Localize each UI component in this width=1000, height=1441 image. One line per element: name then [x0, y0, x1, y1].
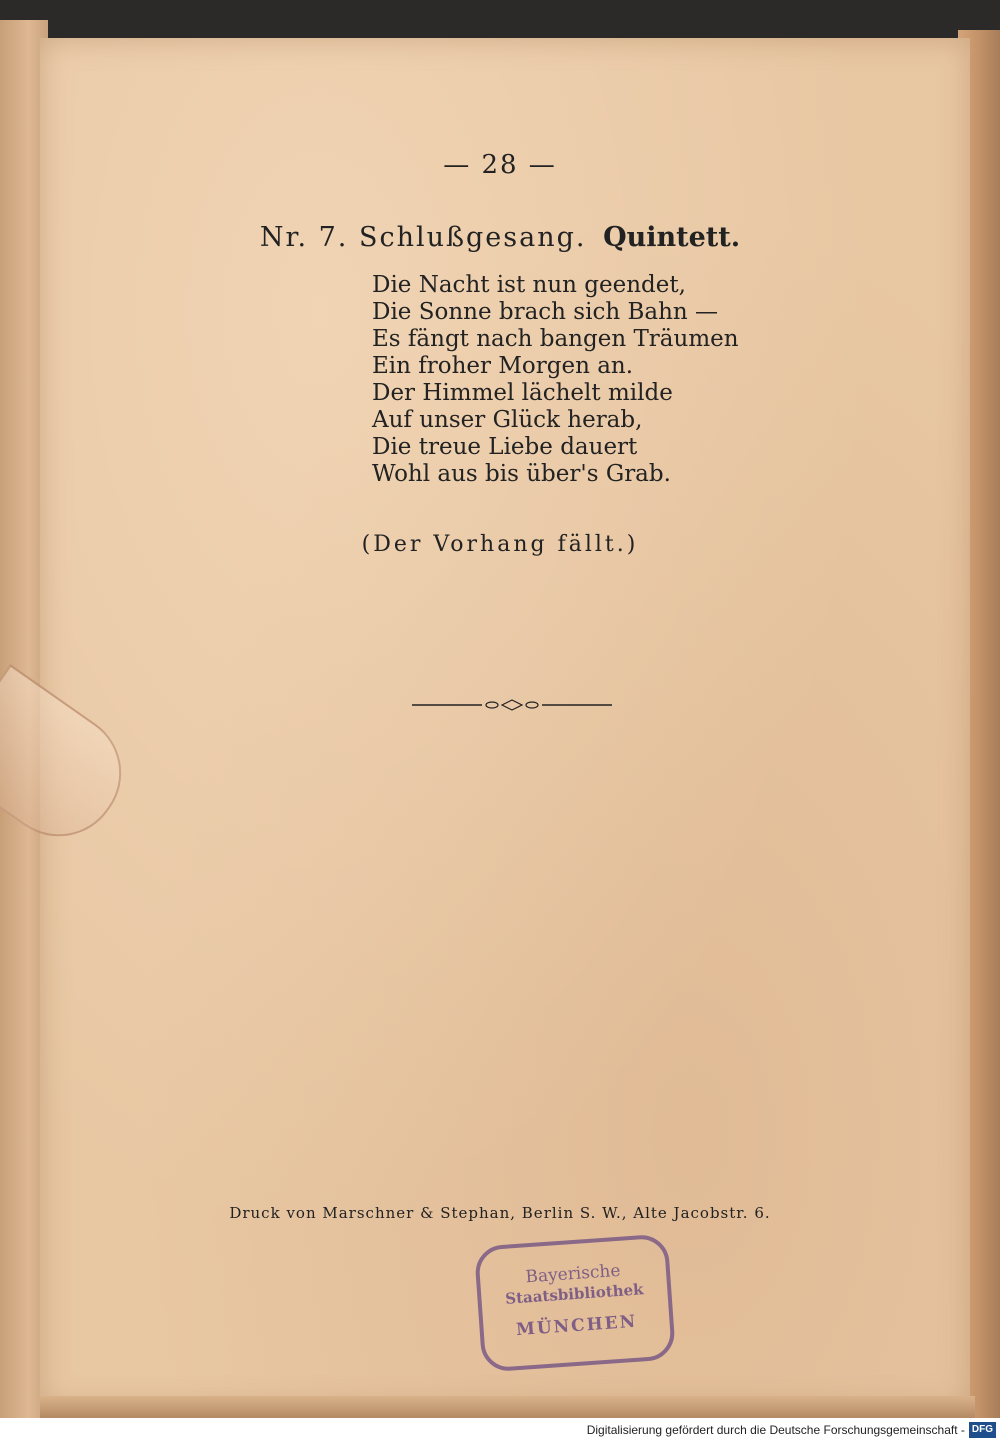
- footer-credit: Digitalisierung gefördert durch die Deutsche Forschungsgemeinschaft -: [586, 1422, 965, 1437]
- stamp-line-1: Bayerische: [524, 1260, 622, 1288]
- dfg-logo-icon: DFG: [969, 1422, 996, 1438]
- printer-imprint: Druck von Marschner & Stephan, Berlin S. W., Alte Jacobstr. 6.: [229, 1204, 771, 1222]
- verse-line: Es fängt nach bangen Träumen: [372, 326, 739, 352]
- digitization-footer: [0, 1418, 1000, 1440]
- verse-line: Die Nacht ist nun geendet,: [372, 272, 686, 298]
- heading-bold: Quintett.: [603, 222, 741, 253]
- verse-line: Der Himmel lächelt milde: [372, 380, 673, 406]
- heading-prefix: Nr. 7. Schlußgesang.: [259, 222, 587, 253]
- verse-line: Die Sonne brach sich Bahn —: [372, 299, 719, 325]
- verse-block: [372, 272, 792, 488]
- verse-line: Ein froher Morgen an.: [372, 353, 634, 379]
- ornament-divider: [412, 696, 612, 714]
- stage-direction: (Der Vorhang fällt.): [361, 532, 639, 557]
- stamp-line-2: Staatsbibliothek: [504, 1280, 645, 1308]
- verse-line: Auf unser Glück herab,: [372, 407, 643, 433]
- section-heading: [0, 222, 1000, 253]
- library-stamp: [474, 1233, 676, 1372]
- stamp-line-3: MÜNCHEN: [515, 1311, 638, 1341]
- verse-line: Die treue Liebe dauert: [372, 434, 638, 460]
- verse-line: Wohl aus bis über's Grab.: [372, 461, 671, 487]
- page-number: — 28 —: [443, 150, 557, 180]
- page-edge-bottom: [40, 1396, 975, 1418]
